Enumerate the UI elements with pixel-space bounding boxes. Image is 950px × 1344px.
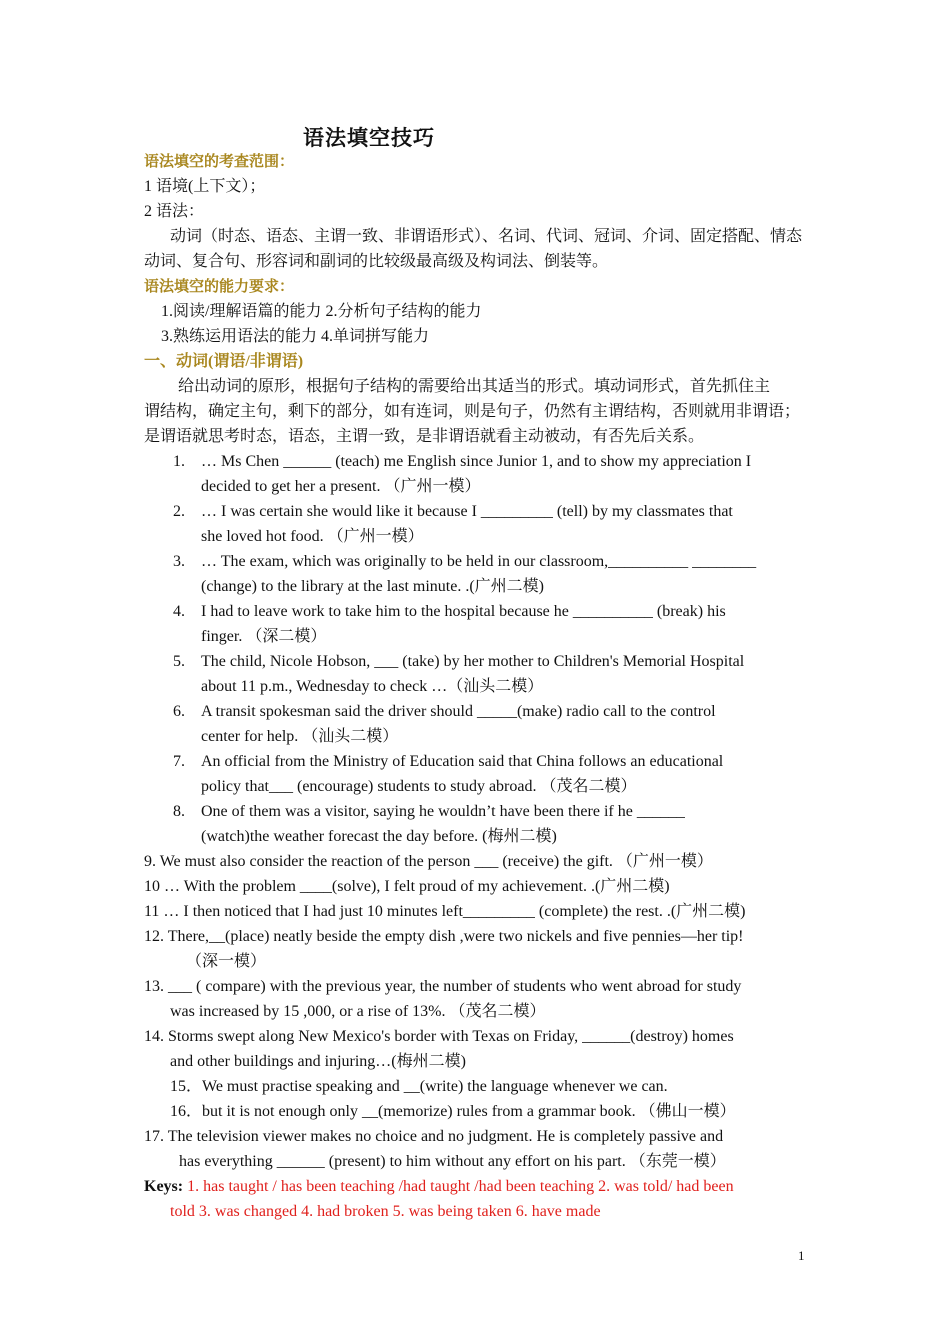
question-1-cont: decided to get her a present. （广州一模） — [201, 478, 481, 495]
question-5-cont: about 11 p.m., Wednesday to check …（汕头二模） — [201, 678, 544, 695]
question-text: An official from the Ministry of Education said that China follows an educational — [201, 753, 724, 770]
question-number: 7. — [173, 753, 185, 770]
section-heading-verbs: 一、动词(谓语/非谓语) — [144, 353, 304, 370]
question-4 — [173, 599, 726, 624]
question-2-cont: she loved hot food. （广州一模） — [201, 528, 424, 545]
scope-item-2: 2 语法： — [144, 203, 205, 220]
ability-line-2: 3.熟练运用语法的能力 4.单词拼写能力 — [161, 328, 430, 345]
question-5 — [173, 649, 744, 674]
answer-keys — [144, 1174, 734, 1199]
page-number: 1 — [798, 1248, 805, 1263]
question-9: 9. We must also consider the reaction of the person ___ (receive) the gift. （广州一模） — [144, 853, 713, 870]
keys-label: Keys: — [144, 1178, 184, 1195]
ability-line-1: 1.阅读/理解语篇的能力 2.分析句子结构的能力 — [161, 303, 482, 320]
page-title: 语法填空技巧 — [303, 126, 435, 150]
question-7 — [173, 749, 723, 774]
question-number: 1. — [173, 453, 185, 470]
question-number: 3. — [173, 553, 185, 570]
question-6 — [173, 699, 716, 724]
scope-body-line-1: 动词（时态、语态、主谓一致、非谓语形式）、名词、代词、冠词、介词、固定搭配、情态 — [170, 228, 803, 245]
question-13: 13. ___ ( compare) with the previous year, the number of students who went abroad for study — [144, 978, 742, 995]
question-1 — [173, 449, 751, 474]
question-number: 4. — [173, 603, 185, 620]
question-number: 6. — [173, 703, 185, 720]
question-13-cont: was increased by 15 ,000, or a rise of 13%. （茂名二模） — [170, 1003, 546, 1020]
question-12-cont: （深一模） — [186, 953, 267, 970]
question-3-cont: (change) to the library at the last minute. .(广州二模) — [201, 578, 545, 595]
keys-text: 1. has taught / has been teaching /had taught /had been teaching 2. was told/ had been — [187, 1178, 734, 1195]
ability-heading: 语法填空的能力要求： — [144, 277, 295, 295]
question-12: 12. There,__(place) neatly beside the empty dish ,were two nickels and five pennies—her tip! — [144, 928, 744, 945]
question-6-cont: center for help. （汕头二模） — [201, 728, 399, 745]
question-text: The child, Nicole Hobson, ___ (take) by her mother to Children's Memorial Hospital — [201, 653, 745, 670]
intro-line-1: 给出动词的原形，根据句子结构的需要给出其适当的形式。填动词形式，首先抓住主 — [178, 378, 771, 395]
answer-keys-cont: told 3. was changed 4. had broken 5. was being taken 6. have made — [170, 1203, 601, 1220]
question-text: … Ms Chen ______ (teach) me English since Junior 1, and to show my appreciation I — [201, 453, 752, 470]
question-8-cont: (watch)the weather forecast the day before. (梅州二模) — [201, 828, 557, 845]
question-text: One of them was a visitor, saying he wouldn’t have been there if he ______ — [201, 803, 685, 820]
question-17-cont: has everything ______ (present) to him without any effort on his part. （东莞一模） — [179, 1153, 726, 1170]
question-14-cont: and other buildings and injuring…(梅州二模) — [170, 1053, 466, 1070]
question-7-cont: policy that___ (encourage) students to study abroad. （茂名二模） — [201, 778, 637, 795]
question-3 — [173, 549, 756, 574]
question-text: I had to leave work to take him to the hospital because he __________ (break) his — [201, 603, 726, 620]
question-17: 17. The television viewer makes no choice and no judgment. He is completely passive and — [144, 1128, 724, 1145]
question-16: 16．but it is not enough only __(memorize) rules from a grammar book. （佛山一模） — [170, 1103, 736, 1120]
question-text: A transit spokesman said the driver should _____(make) radio call to the control — [201, 703, 716, 720]
scope-item-1: 1 语境(上下文）； — [144, 178, 266, 195]
question-number: 2. — [173, 503, 185, 520]
question-number: 5. — [173, 653, 185, 670]
question-2 — [173, 499, 733, 524]
question-number: 8. — [173, 803, 185, 820]
scope-heading: 语法填空的考查范围： — [144, 152, 295, 170]
intro-line-3: 是谓语就思考时态，语态，主谓一致，是非谓语就看主动被动，有否先后关系。 — [144, 428, 705, 445]
question-14: 14. Storms swept along New Mexico's border with Texas on Friday, ______(destroy) homes — [144, 1028, 734, 1045]
question-text: … The exam, which was originally to be held in our classroom,__________ ________ — [201, 553, 757, 570]
question-4-cont: finger. （深二模） — [201, 628, 327, 645]
scope-body-line-2: 动词、复合句、形容词和副词的比较级最高级及构词法、倒装等。 — [144, 253, 609, 270]
question-15: 15．We must practise speaking and __(write) the language whenever we can. — [170, 1078, 668, 1095]
question-text: … I was certain she would like it because I _________ (tell) by my classmates that — [201, 503, 733, 520]
question-8 — [173, 799, 685, 824]
intro-line-2: 谓结构，确定主句，剩下的部分，如有连词，则是句子，仍然有主谓结构，否则就用非谓语； — [144, 403, 801, 420]
question-11: 11 … I then noticed that I had just 10 minutes left_________ (complete) the rest. .(广州二模) — [144, 903, 746, 920]
question-10: 10 … With the problem ____(solve), I felt proud of my achievement. .(广州二模) — [144, 878, 670, 895]
